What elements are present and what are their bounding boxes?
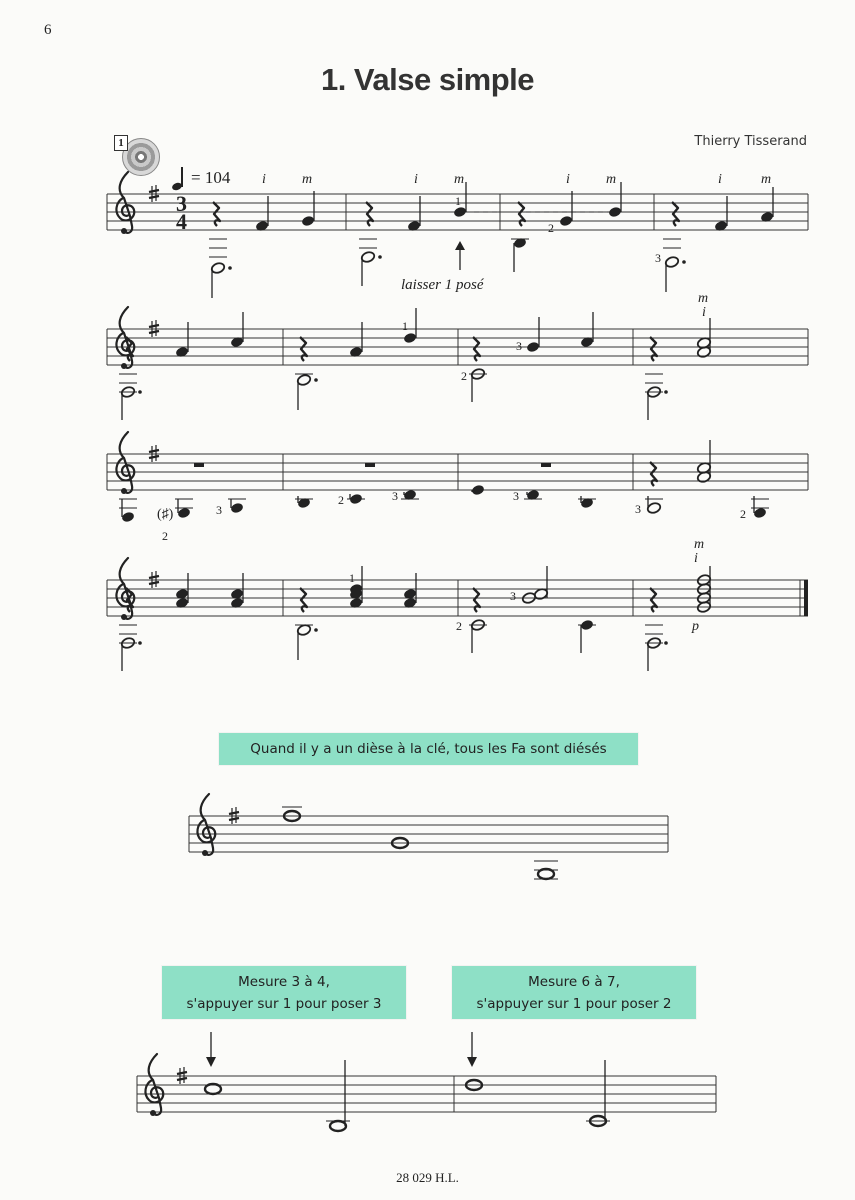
system-1-notes bbox=[209, 182, 774, 298]
cautionary-sharp: (♯) bbox=[157, 507, 174, 522]
final-barline bbox=[804, 580, 808, 616]
arrow-down-icon bbox=[206, 1032, 477, 1067]
svg-text:i: i bbox=[702, 305, 706, 320]
svg-text:i: i bbox=[718, 172, 722, 187]
svg-text:i: i bbox=[414, 172, 418, 187]
svg-text:m: m bbox=[606, 172, 617, 187]
staff-key-example bbox=[189, 816, 668, 852]
time-signature-bottom: 4 bbox=[176, 209, 187, 234]
tip-2-line-2: s'appuyer sur 1 pour poser 2 bbox=[476, 995, 672, 1012]
svg-text:m: m bbox=[761, 172, 772, 187]
svg-text:3: 3 bbox=[216, 503, 222, 517]
svg-text:p: p bbox=[692, 619, 699, 634]
svg-text:2: 2 bbox=[162, 529, 168, 543]
system-2-notes bbox=[119, 308, 712, 420]
composer: Thierry Tisserand bbox=[694, 134, 807, 149]
left-hand-fingering bbox=[162, 194, 746, 633]
key-signature-callout: Quand il y a un dièse à la clé, tous les Fa sont diésés bbox=[219, 733, 638, 765]
tip-callout-measure-3-4 bbox=[162, 966, 406, 1019]
svg-text:1: 1 bbox=[402, 319, 408, 333]
tempo-value: = 104 bbox=[191, 168, 231, 187]
svg-text:m: m bbox=[698, 291, 709, 306]
tip-1-line-1: Mesure 3 à 4, bbox=[238, 973, 330, 990]
system-4-notes bbox=[119, 566, 712, 671]
svg-text:3: 3 bbox=[516, 339, 522, 353]
tip-2-line-1: Mesure 6 à 7, bbox=[528, 973, 620, 990]
time-signature-top: 3 bbox=[176, 191, 187, 216]
track-number: 1 bbox=[114, 135, 128, 151]
svg-text:m: m bbox=[302, 172, 313, 187]
svg-text:3: 3 bbox=[655, 251, 661, 265]
svg-text:2: 2 bbox=[461, 369, 467, 383]
key-signature-sharps bbox=[149, 185, 239, 1084]
time-signature bbox=[176, 191, 187, 234]
page-title: 1. Valse simple bbox=[320, 62, 535, 97]
svg-text:2: 2 bbox=[338, 493, 344, 507]
svg-text:m: m bbox=[454, 172, 465, 187]
page-number: 6 bbox=[44, 22, 52, 38]
staff-exercise bbox=[137, 1076, 716, 1112]
svg-text:2: 2 bbox=[548, 221, 554, 235]
svg-text:i: i bbox=[566, 172, 570, 187]
publisher-reference: 28 029 H.L. bbox=[396, 1170, 459, 1185]
laisser-pose-annotation: laisser 1 posé bbox=[401, 277, 484, 293]
svg-text:3: 3 bbox=[392, 489, 398, 503]
svg-text:3: 3 bbox=[635, 502, 641, 516]
tip-callout-measure-6-7 bbox=[452, 966, 696, 1019]
svg-text:1: 1 bbox=[455, 194, 461, 208]
svg-text:2: 2 bbox=[740, 507, 746, 521]
svg-text:3: 3 bbox=[513, 489, 519, 503]
exercise-notes bbox=[205, 1032, 610, 1131]
svg-text:1: 1 bbox=[349, 571, 355, 585]
svg-text:3: 3 bbox=[510, 589, 516, 603]
svg-text:i: i bbox=[694, 551, 698, 566]
svg-text:2: 2 bbox=[456, 619, 462, 633]
svg-text:m: m bbox=[694, 537, 705, 552]
tip-1-line-2: s'appuyer sur 1 pour poser 3 bbox=[186, 995, 382, 1012]
svg-text:i: i bbox=[262, 172, 266, 187]
